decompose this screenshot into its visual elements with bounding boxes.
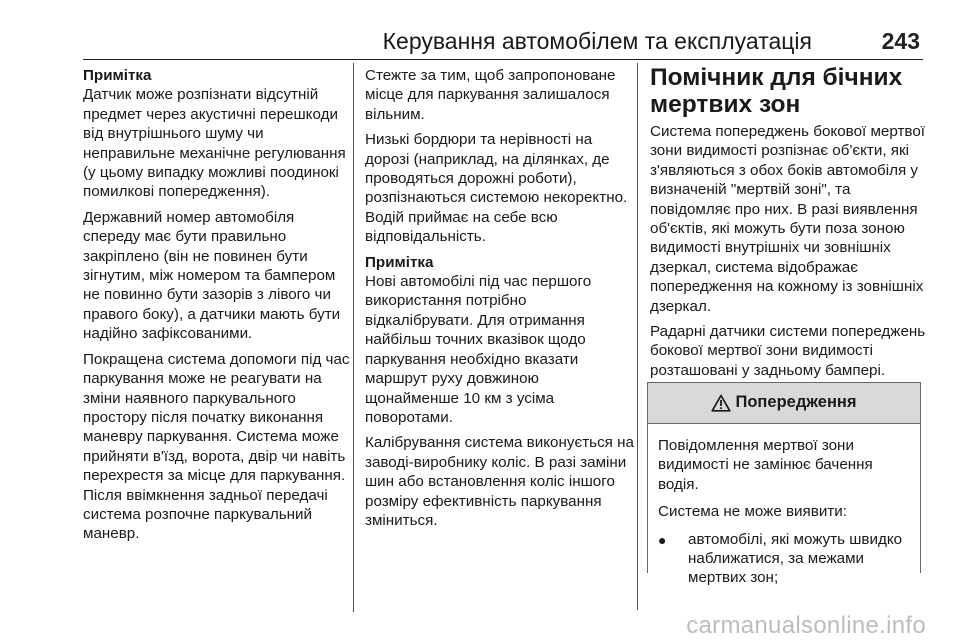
note-label: Примітка xyxy=(83,67,152,84)
note-text: Датчик може розпізнати відсутній предмет через акустичні перешкоди від внутрішнього шуму чи неправильне механічне регулювання (у цьому випадку можливі поодинокі помилкові попередження). xyxy=(83,86,346,201)
running-title: Керування автомобілем та експлуатація xyxy=(382,28,812,54)
warning-triangle-icon xyxy=(711,394,731,412)
paragraph: Система не може виявити: xyxy=(658,503,847,521)
page-number: 243 xyxy=(881,28,920,54)
warning-box xyxy=(647,382,921,587)
note-label: Примітка xyxy=(365,253,434,271)
warning-title: Попередження xyxy=(735,393,857,412)
column-3 xyxy=(650,64,927,386)
paragraph: Державний номер автомобіля спереду має бути правильно закріплено (він не повинен бути зігнутим, між номером та бампером не повинно бути зазорів з лівого чи правого боку), а датчики мають бути надійно зафіксованими. xyxy=(83,208,341,343)
watermark: carmanualsonline.info xyxy=(686,612,926,639)
section-heading: Помічник для бічних мертвих зон xyxy=(650,64,903,118)
paragraph: Калібрування система виконується на заводі-виробнику коліс. В разі заміни шин або встановлення коліс іншого розміру ефективність паркування зміниться. xyxy=(365,434,634,529)
column-2 xyxy=(365,66,635,536)
column-1 xyxy=(83,66,351,550)
paragraph: Низькі бордюри та нерівності на дорозі (наприклад, на ділянках, де проводяться дорожні роботи), розпізнаються системою некоректно. Водій приймає на себе всю відповідальність. xyxy=(365,131,628,246)
paragraph: Система попереджень бокової мертвої зони видимості розпізнає об'єкти, які з'являються з обох боків автомобіля у визначеній "мертвій зоні", та повідомляє про них. В разі виявлення об'єктів, які можуть бути поза зоною видимості внутрішніх чи зовнішніх дзеркал, система відображає попередження на кожному із зовнішніх дзеркал. xyxy=(650,123,925,315)
note-text: Нові автомобілі під час першого використання потрібно відкалібрувати. Для отримання найбільш точних вказівок щодо паркування необхідно вказати маршрут руху довжиною щонайменше 10 км з усіма поворотами. xyxy=(365,273,592,426)
column-divider-2 xyxy=(637,63,638,610)
note-block xyxy=(83,66,351,202)
paragraph: Стежте за тим, щоб запропоноване місце для паркування залишалося вільним. xyxy=(365,67,616,123)
warning-header xyxy=(648,383,920,424)
list-item-text: автомобілі, які можуть швидко наближатися, за межами мертвих зон; xyxy=(688,530,903,587)
list-item xyxy=(658,530,910,588)
bullet-icon: ● xyxy=(658,531,667,548)
column-divider-1 xyxy=(353,63,354,612)
paragraph: Покращена система допомоги під час паркування може не реагувати на зміни наявного паркувального простору після початку виконання маневру паркування. Система може прийняти в'їзд, ворота, двір чи навіть перехрестя за місце для паркування. Після ввімкнення задньої передачі система розпочне паркувальний маневр. xyxy=(83,350,350,543)
warning-body xyxy=(648,424,920,588)
paragraph: Радарні датчики системи попереджень бокової мертвої зони видимості розташовані у задньому бампері. xyxy=(650,323,926,379)
paragraph: Повідомлення мертвої зони видимості не замінює бачення водія. xyxy=(658,437,873,493)
header-rule xyxy=(83,59,923,60)
note-block xyxy=(365,253,635,428)
